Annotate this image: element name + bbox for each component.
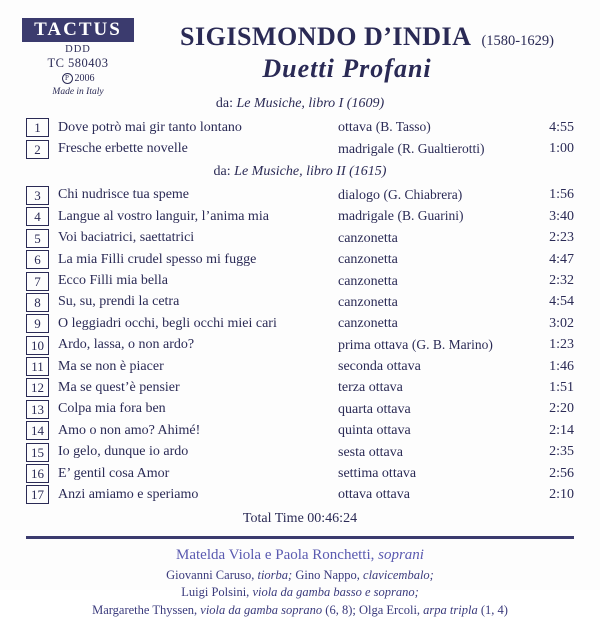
form-label: ottava ottava	[338, 487, 410, 503]
form-label: canzonetta	[338, 230, 398, 246]
total-time: Total Time 00:46:24	[242, 510, 358, 526]
header	[0, 0, 600, 97]
track-title: Langue al vostro languir, l’anima mia	[58, 208, 269, 224]
performers-names: Matelda Viola e Paola Ronchetti,	[176, 546, 375, 563]
form-label: terza ottava	[338, 380, 403, 396]
table-row	[26, 185, 574, 206]
performers-line-3	[0, 584, 600, 601]
track-form	[338, 119, 534, 136]
table-row	[26, 399, 574, 420]
table-row	[26, 420, 574, 441]
track-time: 2:35	[549, 444, 574, 460]
track-title: Fresche erbette novelle	[58, 141, 188, 157]
table-row	[26, 356, 574, 377]
performer-instrument: viola da gamba soprano	[200, 602, 323, 617]
track-form	[338, 422, 534, 439]
track-title: Dove potrò mai gir tanto lontano	[58, 119, 242, 135]
track-number: 3	[26, 186, 49, 205]
track-form	[338, 251, 534, 268]
label-ddd: DDD	[65, 44, 91, 55]
composer-line	[140, 22, 594, 52]
form-label: dialogo	[338, 187, 380, 203]
track-number: 14	[26, 421, 49, 440]
form-label: canzonetta	[338, 294, 398, 310]
made-in-text: Made in Italy	[52, 87, 104, 97]
section-heading-book1	[0, 96, 600, 112]
phonogram-year: 2006	[74, 73, 95, 84]
track-time: 1:23	[549, 337, 574, 353]
track-title: Voi baciatrici, saettatrici	[58, 230, 195, 246]
track-form	[338, 379, 534, 396]
track-time: 3:02	[549, 315, 574, 331]
track-time: 2:10	[549, 486, 574, 502]
track-form	[338, 208, 534, 225]
track-title: O leggiadri occhi, begli occhi miei cari	[58, 315, 277, 331]
track-title: La mia Filli crudel spesso mi fugge	[58, 251, 257, 267]
form-author: (B. Tasso)	[375, 119, 431, 135]
form-label: madrigale	[338, 141, 394, 157]
label-logo-block	[22, 18, 134, 97]
track-number: 16	[26, 464, 49, 483]
form-label: seconda ottava	[338, 359, 421, 375]
label-name: TACTUS	[22, 18, 134, 42]
track-title: Ma se quest’è pensier	[58, 379, 180, 395]
track-form	[338, 230, 534, 247]
form-author: (R. Gualtierotti)	[397, 140, 485, 156]
track-title: Ecco Filli mia bella	[58, 273, 169, 289]
track-list-book2	[26, 185, 574, 506]
track-time: 1:00	[549, 141, 574, 157]
section-prefix: da:	[215, 96, 237, 111]
track-time: 2:56	[549, 465, 574, 481]
track-number: 1	[26, 118, 49, 137]
track-title: Chi nudrisce tua speme	[58, 187, 190, 203]
performers-line-2	[0, 567, 600, 584]
track-form	[338, 486, 534, 503]
form-author: (B. Guarini)	[397, 208, 464, 224]
performer-name: Margarethe Thyssen,	[92, 602, 201, 617]
track-form	[338, 465, 534, 482]
track-number: 6	[26, 250, 49, 269]
track-title: Su, su, prendi la cetra	[58, 294, 180, 310]
form-label: quinta ottava	[338, 423, 411, 439]
table-row	[26, 270, 574, 291]
table-row	[26, 228, 574, 249]
track-time: 2:32	[549, 273, 574, 289]
performers-role: soprani	[378, 546, 424, 563]
table-row	[26, 441, 574, 462]
table-row	[26, 335, 574, 356]
track-form	[338, 315, 534, 332]
phonogram-icon: P	[62, 73, 73, 84]
track-number: 12	[26, 378, 49, 397]
performer-name: Giovanni Caruso,	[166, 567, 258, 582]
table-row	[26, 206, 574, 227]
table-row	[26, 313, 574, 334]
performers-line-4	[0, 602, 600, 618]
form-author: (G. Chiabrera)	[383, 186, 463, 202]
track-time: 4:55	[549, 119, 574, 135]
track-time: 3:40	[549, 208, 574, 224]
performer-track-refs: (1, 4)	[477, 602, 508, 617]
track-number: 15	[26, 443, 49, 462]
track-title: Ardo, lassa, o non ardo?	[58, 337, 195, 353]
table-row	[26, 463, 574, 484]
track-form	[338, 294, 534, 311]
track-time: 1:56	[549, 187, 574, 203]
track-number: 5	[26, 229, 49, 248]
performer-name: Luigi Polsini,	[181, 585, 253, 600]
track-list-book1	[26, 117, 574, 160]
performer-name: (6, 8); Olga Ercoli,	[322, 602, 424, 617]
section-heading-book2	[0, 164, 600, 180]
performer-instrument: tiorba;	[257, 567, 293, 582]
form-author: (G. B. Marino)	[411, 336, 493, 352]
performer-instrument: arpa tripla	[423, 602, 478, 617]
section-prefix: da:	[213, 163, 235, 179]
track-time: 2:23	[549, 230, 574, 246]
performers-block	[0, 546, 600, 618]
track-number: 11	[26, 357, 49, 376]
track-time: 4:54	[549, 294, 574, 310]
form-label: canzonetta	[338, 252, 398, 268]
track-time: 2:20	[549, 401, 574, 417]
composer-name: SIGISMONDO D’INDIA	[180, 22, 472, 51]
track-number: 4	[26, 207, 49, 226]
track-title: Ma se non è piacer	[58, 358, 164, 374]
track-form	[338, 444, 534, 461]
track-form	[338, 358, 534, 375]
form-label: ottava	[338, 120, 373, 136]
form-label: madrigale	[338, 209, 394, 225]
track-title: Anzi amiamo e speriamo	[58, 486, 199, 502]
track-time: 1:51	[549, 379, 574, 395]
track-number: 17	[26, 485, 49, 504]
track-form	[338, 337, 534, 354]
table-row	[26, 249, 574, 270]
section-title: Le Musiche, libro II (1615)	[234, 163, 387, 179]
performer-name: Gino Nappo,	[292, 567, 364, 582]
table-row	[26, 484, 574, 505]
form-label: prima ottava	[338, 337, 409, 353]
performer-instrument: clavicembalo;	[363, 567, 434, 582]
track-title: Colpa mia fora ben	[58, 401, 166, 417]
composer-dates: (1580-1629)	[481, 33, 554, 49]
table-row	[26, 377, 574, 398]
section-title: Le Musiche, libro I (1609)	[236, 96, 385, 111]
track-number: 9	[26, 314, 49, 333]
track-time: 4:47	[549, 251, 574, 267]
catalog-number: TC 580403	[47, 56, 109, 70]
track-form	[338, 401, 534, 418]
performers-main	[0, 546, 600, 566]
track-time: 2:14	[549, 422, 574, 438]
track-form	[338, 187, 534, 204]
form-label: quarta ottava	[338, 401, 411, 417]
performer-instrument: viola da gamba basso e soprano;	[252, 585, 419, 600]
table-row	[26, 138, 574, 159]
form-label: canzonetta	[338, 273, 398, 289]
track-time: 1:46	[549, 358, 574, 374]
track-title: Amo o non amo? Ahimé!	[58, 422, 201, 438]
divider	[26, 536, 574, 539]
track-title: Io gelo, dunque io ardo	[58, 444, 189, 460]
phonogram-line	[22, 73, 134, 84]
track-form	[338, 141, 534, 158]
table-row	[26, 117, 574, 138]
table-row	[26, 292, 574, 313]
title-block	[140, 22, 594, 84]
track-number: 7	[26, 272, 49, 291]
track-form	[338, 273, 534, 290]
track-number: 2	[26, 140, 49, 159]
form-label: sesta ottava	[338, 444, 403, 460]
track-number: 13	[26, 400, 49, 419]
track-title: E’ gentil cosa Amor	[58, 465, 170, 481]
work-title: Duetti Profani	[262, 54, 432, 83]
track-number: 10	[26, 336, 49, 355]
form-label: settima ottava	[338, 466, 417, 482]
track-number: 8	[26, 293, 49, 312]
form-label: canzonetta	[338, 316, 398, 332]
